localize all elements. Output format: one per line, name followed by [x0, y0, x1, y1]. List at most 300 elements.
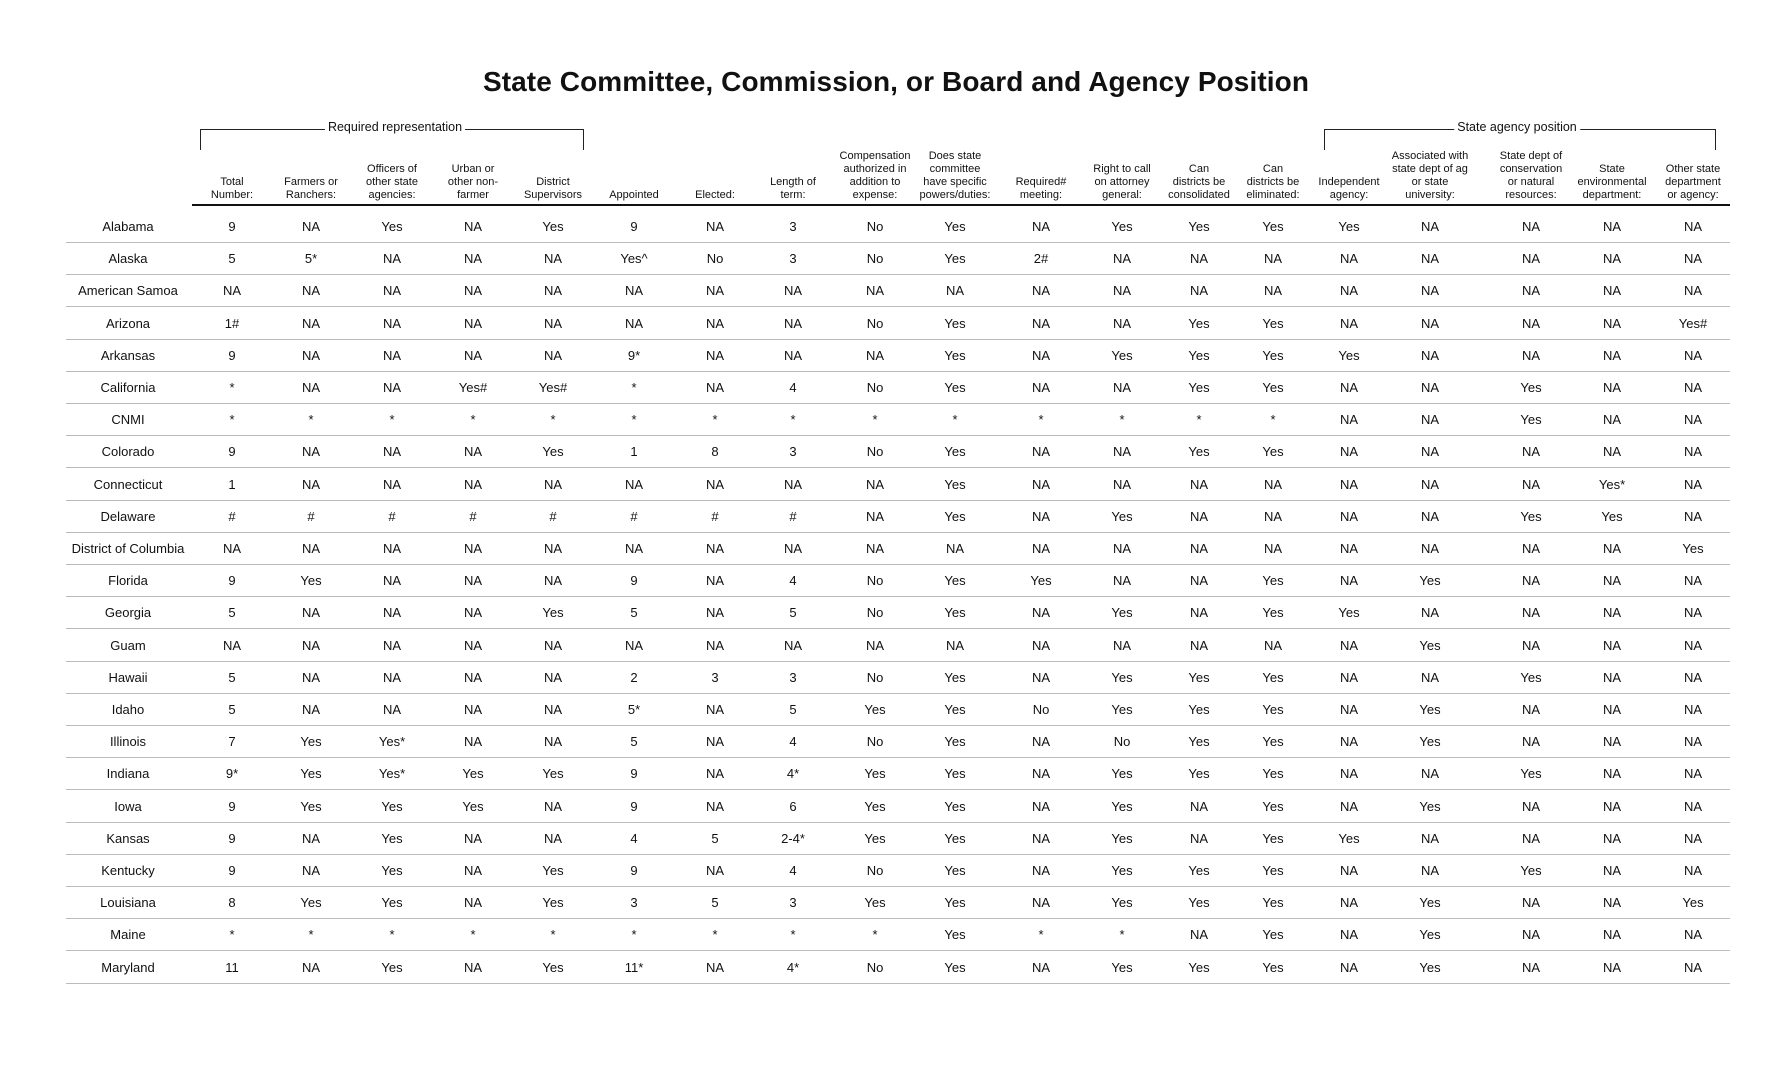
row-label: District of Columbia	[71, 541, 185, 556]
table-cell: Yes	[944, 251, 966, 267]
table-cell: NA	[1602, 959, 1622, 975]
table-cell: Yes	[1520, 380, 1542, 395]
table-cell: No	[866, 669, 884, 685]
row-label: Iowa	[114, 798, 142, 814]
row-divider	[66, 886, 1730, 887]
table-cell: NA	[382, 637, 402, 653]
table-cell: *	[1270, 412, 1276, 428]
row-label: Kansas	[106, 830, 150, 846]
column-header: Compensation authorized in addition to expense:	[839, 150, 911, 201]
column-header: Length of term:	[770, 176, 816, 201]
table-cell: Yes	[1188, 444, 1210, 460]
table-cell: NA	[865, 541, 885, 556]
table-cell: NA	[1339, 863, 1359, 878]
table-cell: 7	[228, 734, 236, 750]
table-cell: NA	[705, 702, 725, 717]
column-header: Does state committee have specific powers/duties:	[919, 150, 991, 201]
table-cell: Yes	[1111, 766, 1133, 782]
table-cell: Yes	[944, 734, 966, 750]
table-cell: Yes	[1520, 508, 1542, 524]
table-cell: No	[866, 573, 884, 589]
table-cell: NA	[222, 637, 242, 653]
table-cell: NA	[1602, 380, 1622, 395]
table-cell: Yes	[1111, 895, 1133, 911]
table-cell: *	[712, 927, 718, 943]
table-cell: NA	[543, 637, 563, 653]
table-cell: *	[631, 927, 637, 943]
table-cell: NA	[301, 702, 321, 717]
table-cell: Yes	[542, 895, 564, 911]
table-cell: 5	[711, 830, 719, 846]
table-cell: NA	[1683, 766, 1703, 782]
table-cell: #	[307, 508, 315, 524]
column-header: Elected:	[695, 189, 735, 201]
table-cell: Yes	[944, 605, 966, 621]
row-divider	[66, 983, 1730, 984]
table-cell: NA	[301, 863, 321, 878]
row-label: Kentucky	[101, 863, 155, 878]
table-cell: NA	[783, 541, 803, 556]
table-cell: 9	[630, 219, 638, 234]
table-cell: #	[549, 508, 557, 524]
table-cell: Yes	[1262, 895, 1284, 911]
table-cell: 9	[630, 798, 638, 814]
table-cell: NA	[1683, 573, 1703, 589]
table-cell: NA	[543, 702, 563, 717]
table-cell: NA	[705, 959, 725, 975]
table-cell: Yes	[542, 444, 564, 460]
table-cell: Yes	[542, 863, 564, 878]
table-cell: NA	[1521, 251, 1541, 267]
table-cell: NA	[1420, 412, 1440, 428]
table-cell: Yes	[1520, 412, 1542, 428]
table-cell: NA	[1339, 959, 1359, 975]
table-cell: NA	[222, 283, 242, 299]
row-label: California	[100, 380, 156, 395]
table-cell: NA	[1339, 702, 1359, 717]
table-cell: NA	[543, 734, 563, 750]
table-cell: NA	[705, 541, 725, 556]
table-cell: NA	[1521, 702, 1541, 717]
table-cell: Yes	[381, 895, 403, 911]
table-cell: 2	[630, 669, 638, 685]
table-cell: NA	[1420, 380, 1440, 395]
table-cell: NA	[463, 476, 483, 492]
table-cell: NA	[382, 605, 402, 621]
table-cell: NA	[1602, 669, 1622, 685]
row-label: Maine	[110, 927, 146, 943]
table-cell: No	[866, 251, 884, 267]
row-divider	[66, 918, 1730, 919]
table-cell: No	[866, 959, 884, 975]
table-cell: Yes	[1520, 669, 1542, 685]
table-cell: 1	[228, 476, 236, 492]
table-cell: Yes#	[1678, 315, 1708, 331]
table-cell: Yes	[300, 895, 322, 911]
table-cell: #	[711, 508, 719, 524]
table-cell: 3	[630, 895, 638, 911]
column-header: State dept of conservation or natural resources:	[1499, 150, 1563, 201]
table-cell: Yes*	[378, 734, 406, 750]
table-cell: NA	[1339, 573, 1359, 589]
table-cell: NA	[1031, 895, 1051, 911]
table-cell: 2-4*	[781, 830, 805, 846]
table-cell: Yes	[1262, 380, 1284, 395]
table-cell: #	[388, 508, 396, 524]
row-divider	[66, 725, 1730, 726]
table-cell: NA	[1602, 863, 1622, 878]
table-cell: NA	[463, 669, 483, 685]
table-cell: NA	[1602, 412, 1622, 428]
table-cell: NA	[1420, 251, 1440, 267]
table-cell: NA	[1031, 380, 1051, 395]
table-cell: Yes	[1111, 830, 1133, 846]
table-cell: *	[631, 412, 637, 428]
table-cell: NA	[1602, 766, 1622, 782]
table-cell: 9	[228, 830, 236, 846]
table-cell: Yes	[1188, 669, 1210, 685]
table-cell: NA	[865, 637, 885, 653]
table-cell: 11	[225, 959, 239, 975]
table-cell: *	[550, 927, 556, 943]
table-cell: *	[229, 412, 235, 428]
table-cell: NA	[1420, 605, 1440, 621]
table-cell: Yes	[1262, 927, 1284, 943]
table-cell: 9	[630, 863, 638, 878]
column-header: Farmers or Ranchers:	[284, 176, 338, 201]
table-cell: NA	[1339, 927, 1359, 943]
table-cell: No	[706, 251, 724, 267]
table-cell: Yes	[1338, 219, 1360, 234]
row-label: Hawaii	[108, 669, 148, 685]
table-cell: 8	[711, 444, 719, 460]
table-cell: NA	[1263, 637, 1283, 653]
row-divider	[66, 242, 1730, 243]
table-cell: NA	[463, 734, 483, 750]
row-divider	[66, 467, 1730, 468]
table-cell: Yes	[944, 863, 966, 878]
table-cell: NA	[705, 283, 725, 299]
table-cell: NA	[301, 283, 321, 299]
table-cell: NA	[1602, 734, 1622, 750]
column-header: Right to call on attorney general:	[1093, 163, 1151, 201]
table-cell: NA	[1683, 669, 1703, 685]
table-cell: NA	[463, 702, 483, 717]
table-cell: NA	[301, 637, 321, 653]
table-cell: NA	[1339, 637, 1359, 653]
table-cell: NA	[1683, 251, 1703, 267]
table-cell: NA	[1602, 702, 1622, 717]
table-cell: NA	[624, 315, 644, 331]
table-cell: NA	[705, 734, 725, 750]
table-cell: Yes	[1419, 734, 1441, 750]
row-divider	[66, 403, 1730, 404]
table-cell: NA	[1602, 251, 1622, 267]
table-cell: NA	[1031, 605, 1051, 621]
table-cell: NA	[1683, 347, 1703, 363]
table-cell: Yes	[1188, 959, 1210, 975]
table-cell: Yes	[1111, 347, 1133, 363]
table-cell: *	[790, 412, 796, 428]
row-label: Alaska	[108, 251, 148, 267]
table-cell: NA	[705, 637, 725, 653]
table-cell: Yes	[1262, 347, 1284, 363]
column-header: Associated with state dept of ag or state university:	[1391, 150, 1469, 201]
header-rule	[192, 204, 1730, 206]
table-cell: Yes	[944, 444, 966, 460]
table-cell: NA	[1602, 219, 1622, 234]
table-cell: Yes	[1520, 863, 1542, 878]
table-cell: NA	[1683, 637, 1703, 653]
table-cell: 1#	[224, 315, 240, 331]
table-cell: NA	[301, 380, 321, 395]
table-cell: NA	[382, 476, 402, 492]
table-cell: NA	[1420, 766, 1440, 782]
table-cell: NA	[301, 315, 321, 331]
table-cell: NA	[865, 283, 885, 299]
table-cell: NA	[1339, 895, 1359, 911]
table-cell: NA	[1189, 283, 1209, 299]
table-cell: NA	[463, 895, 483, 911]
table-cell: NA	[1420, 219, 1440, 234]
table-cell: NA	[463, 830, 483, 846]
table-cell: Yes	[1262, 798, 1284, 814]
table-cell: #	[469, 508, 477, 524]
table-cell: 3	[789, 444, 797, 460]
table-cell: Yes	[1262, 734, 1284, 750]
table-cell: 5	[228, 669, 236, 685]
table-cell: Yes	[944, 219, 966, 234]
table-cell: NA	[705, 573, 725, 589]
table-cell: NA	[543, 347, 563, 363]
table-cell: *	[550, 412, 556, 428]
table-cell: Yes	[1682, 895, 1704, 911]
table-cell: NA	[1521, 219, 1541, 234]
table-cell: NA	[1339, 444, 1359, 460]
table-cell: Yes	[300, 734, 322, 750]
table-cell: NA	[1189, 476, 1209, 492]
table-cell: NA	[1521, 637, 1541, 653]
table-cell: *	[389, 412, 395, 428]
table-cell: NA	[1521, 573, 1541, 589]
column-header: Other state department or agency:	[1665, 163, 1721, 201]
table-cell: NA	[1420, 347, 1440, 363]
table-cell: NA	[1420, 315, 1440, 331]
table-cell: NA	[1189, 541, 1209, 556]
table-cell: 3	[789, 219, 797, 234]
table-cell: Yes	[1111, 669, 1133, 685]
table-cell: Yes	[944, 508, 966, 524]
table-cell: Yes	[1601, 508, 1623, 524]
table-cell: *	[952, 412, 958, 428]
table-cell: NA	[783, 637, 803, 653]
table-cell: NA	[1602, 541, 1622, 556]
table-cell: 3	[789, 251, 797, 267]
table-cell: Yes	[1338, 605, 1360, 621]
table-cell: Yes	[1188, 347, 1210, 363]
table-cell: Yes	[944, 347, 966, 363]
table-cell: NA	[1339, 766, 1359, 782]
row-divider	[66, 822, 1730, 823]
state-agency-position-label: State agency position	[1454, 120, 1580, 134]
table-cell: NA	[1420, 669, 1440, 685]
table-cell: Yes	[1188, 219, 1210, 234]
table-cell: NA	[463, 283, 483, 299]
table-cell: Yes	[542, 605, 564, 621]
table-cell: NA	[1189, 251, 1209, 267]
table-cell: NA	[1189, 927, 1209, 943]
table-cell: 9*	[225, 766, 239, 782]
table-cell: NA	[1112, 444, 1132, 460]
table-cell: 5*	[304, 251, 318, 267]
row-divider	[66, 789, 1730, 790]
table-cell: Yes	[1188, 895, 1210, 911]
table-cell: 5	[630, 734, 638, 750]
table-cell: NA	[945, 283, 965, 299]
table-cell: NA	[1602, 798, 1622, 814]
table-cell: Yes	[1188, 380, 1210, 395]
table-cell: NA	[543, 315, 563, 331]
table-cell: Yes	[1262, 605, 1284, 621]
row-divider	[66, 435, 1730, 436]
table-cell: Yes	[944, 959, 966, 975]
table-cell: NA	[382, 380, 402, 395]
row-divider	[66, 306, 1730, 307]
row-divider	[66, 274, 1730, 275]
table-cell: 5	[711, 895, 719, 911]
table-cell: No	[866, 734, 884, 750]
table-cell: Yes	[944, 702, 966, 717]
table-cell: NA	[865, 347, 885, 363]
table-cell: 9	[630, 766, 638, 782]
table-cell: *	[790, 927, 796, 943]
table-cell: 3	[789, 669, 797, 685]
table-cell: Yes	[1262, 863, 1284, 878]
table-cell: NA	[543, 830, 563, 846]
table-cell: NA	[463, 605, 483, 621]
table-cell: *	[1119, 927, 1125, 943]
table-cell: 11*	[624, 959, 644, 975]
table-cell: 9	[228, 798, 236, 814]
table-cell: *	[1038, 412, 1044, 428]
row-label: Guam	[110, 637, 146, 653]
table-cell: NA	[1339, 541, 1359, 556]
table-cell: NA	[1683, 830, 1703, 846]
table-cell: NA	[1420, 863, 1440, 878]
table-cell: NA	[624, 637, 644, 653]
table-cell: NA	[1339, 476, 1359, 492]
table-cell: Yes	[1188, 766, 1210, 782]
table-cell: NA	[301, 347, 321, 363]
table-cell: NA	[865, 476, 885, 492]
table-cell: *	[712, 412, 718, 428]
table-cell: NA	[301, 605, 321, 621]
row-label: Illinois	[109, 734, 147, 750]
table-cell: Yes	[864, 830, 886, 846]
table-cell: NA	[463, 347, 483, 363]
table-cell: NA	[783, 283, 803, 299]
table-cell: NA	[1031, 669, 1051, 685]
row-label: Louisiana	[100, 895, 156, 911]
table-cell: NA	[301, 669, 321, 685]
table-cell: NA	[1031, 315, 1051, 331]
table-cell: NA	[463, 959, 483, 975]
table-cell: NA	[543, 669, 563, 685]
table-cell: NA	[1339, 283, 1359, 299]
table-cell: Yes^	[620, 251, 648, 267]
column-header: Can districts be consolidated	[1168, 163, 1230, 201]
table-cell: No	[866, 863, 884, 878]
table-cell: Yes	[1419, 573, 1441, 589]
table-cell: Yes	[381, 863, 403, 878]
table-cell: 5	[228, 605, 236, 621]
column-header: Required# meeting:	[1015, 176, 1067, 201]
table-cell: NA	[1189, 637, 1209, 653]
table-cell: Yes	[1262, 219, 1284, 234]
table-cell: 2#	[1033, 251, 1049, 267]
table-cell: NA	[1031, 637, 1051, 653]
table-cell: 6	[789, 798, 797, 814]
table-cell: NA	[301, 959, 321, 975]
table-cell: No	[1113, 734, 1131, 750]
table-cell: Yes	[542, 219, 564, 234]
table-cell: NA	[301, 541, 321, 556]
table-cell: *	[631, 380, 637, 395]
table-cell: NA	[543, 573, 563, 589]
row-label: Alabama	[102, 219, 154, 234]
table-cell: NA	[1263, 541, 1283, 556]
row-label: Georgia	[104, 605, 152, 621]
table-cell: Yes	[944, 895, 966, 911]
table-cell: NA	[543, 251, 563, 267]
table-cell: NA	[705, 605, 725, 621]
column-header: Independent agency:	[1318, 176, 1380, 201]
table-cell: No	[866, 315, 884, 331]
table-cell: NA	[1031, 766, 1051, 782]
table-cell: NA	[382, 541, 402, 556]
table-cell: NA	[1521, 283, 1541, 299]
table-cell: Yes	[1419, 927, 1441, 943]
table-cell: NA	[301, 219, 321, 234]
table-cell: NA	[1112, 637, 1132, 653]
row-label: Connecticut	[93, 476, 163, 492]
table-cell: Yes	[300, 573, 322, 589]
table-cell: NA	[1189, 605, 1209, 621]
table-cell: 5	[228, 702, 236, 717]
row-label: Maryland	[101, 959, 155, 975]
table-cell: Yes	[1419, 895, 1441, 911]
table-cell: Yes	[1262, 444, 1284, 460]
table-cell: *	[1196, 412, 1202, 428]
table-cell: NA	[1339, 412, 1359, 428]
table-cell: NA	[945, 637, 965, 653]
table-cell: NA	[1031, 508, 1051, 524]
table-cell: Yes	[1419, 702, 1441, 717]
table-cell: Yes	[542, 959, 564, 975]
table-cell: 3	[711, 669, 719, 685]
table-cell: NA	[301, 830, 321, 846]
table-cell: NA	[1521, 798, 1541, 814]
table-cell: Yes	[1262, 573, 1284, 589]
table-cell: 4	[789, 863, 797, 878]
row-divider	[66, 371, 1730, 372]
table-cell: Yes	[462, 798, 484, 814]
table-cell: NA	[1031, 347, 1051, 363]
table-cell: NA	[1031, 444, 1051, 460]
column-header: District Supervisors	[523, 176, 583, 201]
row-divider	[66, 628, 1730, 629]
table-cell: NA	[1420, 444, 1440, 460]
